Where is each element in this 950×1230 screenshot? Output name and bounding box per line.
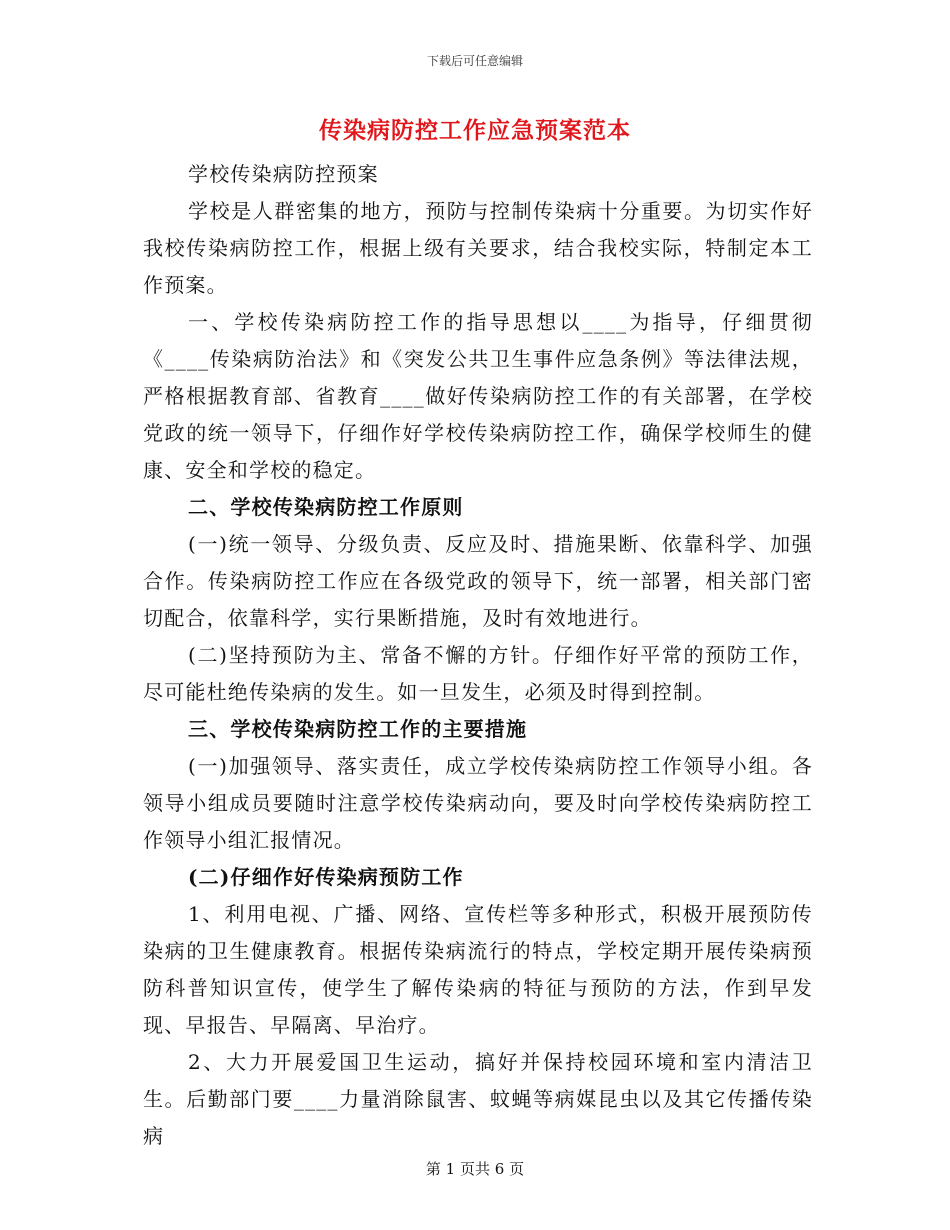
- document-title: 传染病防控工作应急预案范本: [319, 117, 631, 144]
- subheading-prevention: (二)仔细作好传染病预防工作: [188, 865, 464, 889]
- section-heading-measures: 三、学校传染病防控工作的主要措施: [188, 717, 528, 741]
- paragraph-measure-1: (一)加强领导、落实责任，成立学校传染病防控工作领导小组。各领导小组成员要随时注意学校传染病动向，要及时向学校传染病防控工作领导小组汇报情况。: [143, 754, 813, 852]
- paragraph-subtitle: 学校传染病防控预案: [188, 162, 379, 186]
- document-body: [143, 156, 813, 1155]
- paragraph-guiding-ideology: 一、学校传染病防控工作的指导思想以____为指导，仔细贯彻《____传染病防治法》和《突发公共卫生事件应急条例》等法律法规，严格根据教育部、省教育____做好传染病防控工作的有关部署，在学校党政的统一领导下，仔细作好学校传染病防控工作，确保学校师生的健康、安全和学校的稳定。: [143, 310, 813, 482]
- paragraph-principle-1: (一)统一领导、分级负责、反应及时、措施果断、依靠科学、加强合作。传染病防控工作应在各级党政的领导下，统一部署，相关部门密切配合，依靠科学，实行果断措施，及时有效地进行。: [143, 532, 813, 630]
- paragraph-prevention-1: 1、利用电视、广播、网络、宣传栏等多种形式，积极开展预防传染病的卫生健康教育。根据传染病流行的特点，学校定期开展传染病预防科普知识宣传，使学生了解传染病的特征与预防的方法，作到早发现、早报告、早隔离、早治疗。: [143, 902, 813, 1037]
- paragraph-intro: 学校是人群密集的地方，预防与控制传染病十分重要。为切实作好我校传染病防控工作，根据上级有关要求，结合我校实际，特制定本工作预案。: [143, 199, 813, 297]
- paragraph-principle-2: (二)坚持预防为主、常备不懈的方针。仔细作好平常的预防工作，尽可能杜绝传染病的发生。如一旦发生，必须及时得到控制。: [143, 643, 813, 704]
- section-heading-principles: 二、学校传染病防控工作原则: [188, 495, 464, 519]
- header-note: 下载后可任意编辑: [426, 54, 523, 68]
- paragraph-prevention-2: 2、大力开展爱国卫生运动，搞好并保持校园环境和室内清洁卫生。后勤部门要____力量消除鼠害、蚊蝇等病媒昆虫以及其它传播传染病: [143, 1050, 813, 1148]
- page-footer: 第 1 页共 6 页: [425, 1160, 525, 1178]
